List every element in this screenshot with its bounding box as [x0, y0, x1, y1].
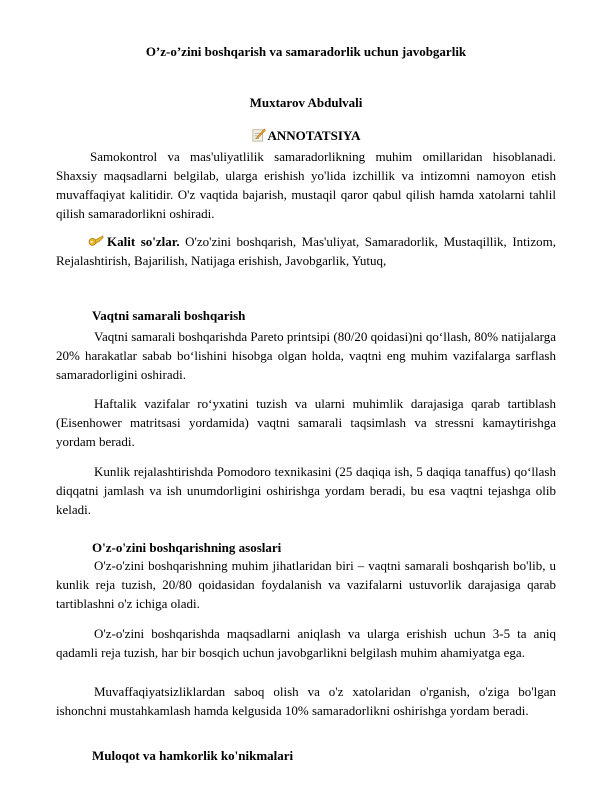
- section-heading-communication: Muloqot va hamkorlik ko'nikmalari: [92, 748, 294, 763]
- keywords-paragraph: [56, 232, 556, 270]
- section1-paragraph-1: Vaqtni samarali boshqarishda Pareto printsipi (80/20 qoidasi)ni qo‘llash, 80% natijalarga 20% harakatlar sabab bo‘lishini hisobga olgan holda, vaqtni eng muhim vazifalarga sarflash samaradorligini oshiradi.: [56, 329, 556, 382]
- section2-paragraph-1: O'z-o'zini boshqarishning muhim jihatlaridan biri – vaqtni samarali boshqarish bo'lib, u kunlik reja tuzish, 20/80 qoidasidan foydalanish va vazifalarni ustuvorlik darajasiga qarab tartiblashni o'z ichiga oladi.: [56, 558, 556, 611]
- keywords-label: Kalit so'zlar.: [107, 234, 180, 249]
- author-name: Muxtarov Abdulvali: [249, 95, 363, 110]
- key-icon: [88, 234, 104, 248]
- annotation-heading-row: [0, 128, 612, 144]
- memo-pencil-icon: [252, 128, 266, 142]
- document-title: O’z-o’zini boshqarish va samaradorlik uchun javobgarlik: [145, 44, 467, 59]
- section2-paragraph-3: Muvaffaqiyatsizliklardan saboq olish va o'z xatolaridan o'rganish, o'ziga bo'lgan ishonchni mustahkamlash hamda kelgusida 10% samaradorlikni oshirishga yordam beradi.: [56, 684, 556, 718]
- section2-paragraph-2: O'z-o'zini boshqarishda maqsadlarni aniqlash va ularga erishish uchun 3-5 ta aniq qadamli reja tuzish, har bir bosqich uchun javobgarlikni belgilash muhim ahamiyatga ega.: [56, 626, 556, 660]
- section1-paragraph-3: Kunlik rejalashtirishda Pomodoro texnikasini (25 daqiqa ish, 5 daqiqa tanaffus) qo‘llash diqqatni jamlash va ish unumdorligini oshirishga yordam beradi, bu esa vaqtni tejashga olib keladi.: [56, 464, 556, 517]
- section-heading-time-management: Vaqtni samarali boshqarish: [92, 308, 246, 323]
- section1-paragraph-2: Haftalik vazifalar ro‘yxatini tuzish va ularni muhimlik darajasiga qarab tartiblash (Eisenhower matritsasi yordamida) vaqtni samarali taqsimlash va stressni kamaytirishga yordam beradi.: [56, 396, 556, 449]
- section-heading-self-management: O'z-o'zini boshqarishning asoslari: [92, 540, 282, 555]
- annotation-paragraph: Samokontrol va mas'uliyatlilik samaradorlikning muhim omillaridan hisoblanadi. Shaxsiy maqsadlarni belgilab, ularga erishish yo'lida izchillik va intizomni namoyon etish muvaffaqiyat kalitidir. O'z vaqtida bajarish, mustaqil qaror qabul qilish hamda xatolarni tahlil qilish samaradorlikni oshiradi.: [56, 149, 556, 221]
- annotation-heading: ANNOTATSIYA: [267, 128, 361, 143]
- keywords-text: O'zo'zini boshqarish, Mas'uliyat, Samaradorlik, Mustaqillik, Intizom, Rejalashtirish, Bajarilish, Natijaga erishish, Javobgarlik, Yutuq,: [56, 234, 557, 268]
